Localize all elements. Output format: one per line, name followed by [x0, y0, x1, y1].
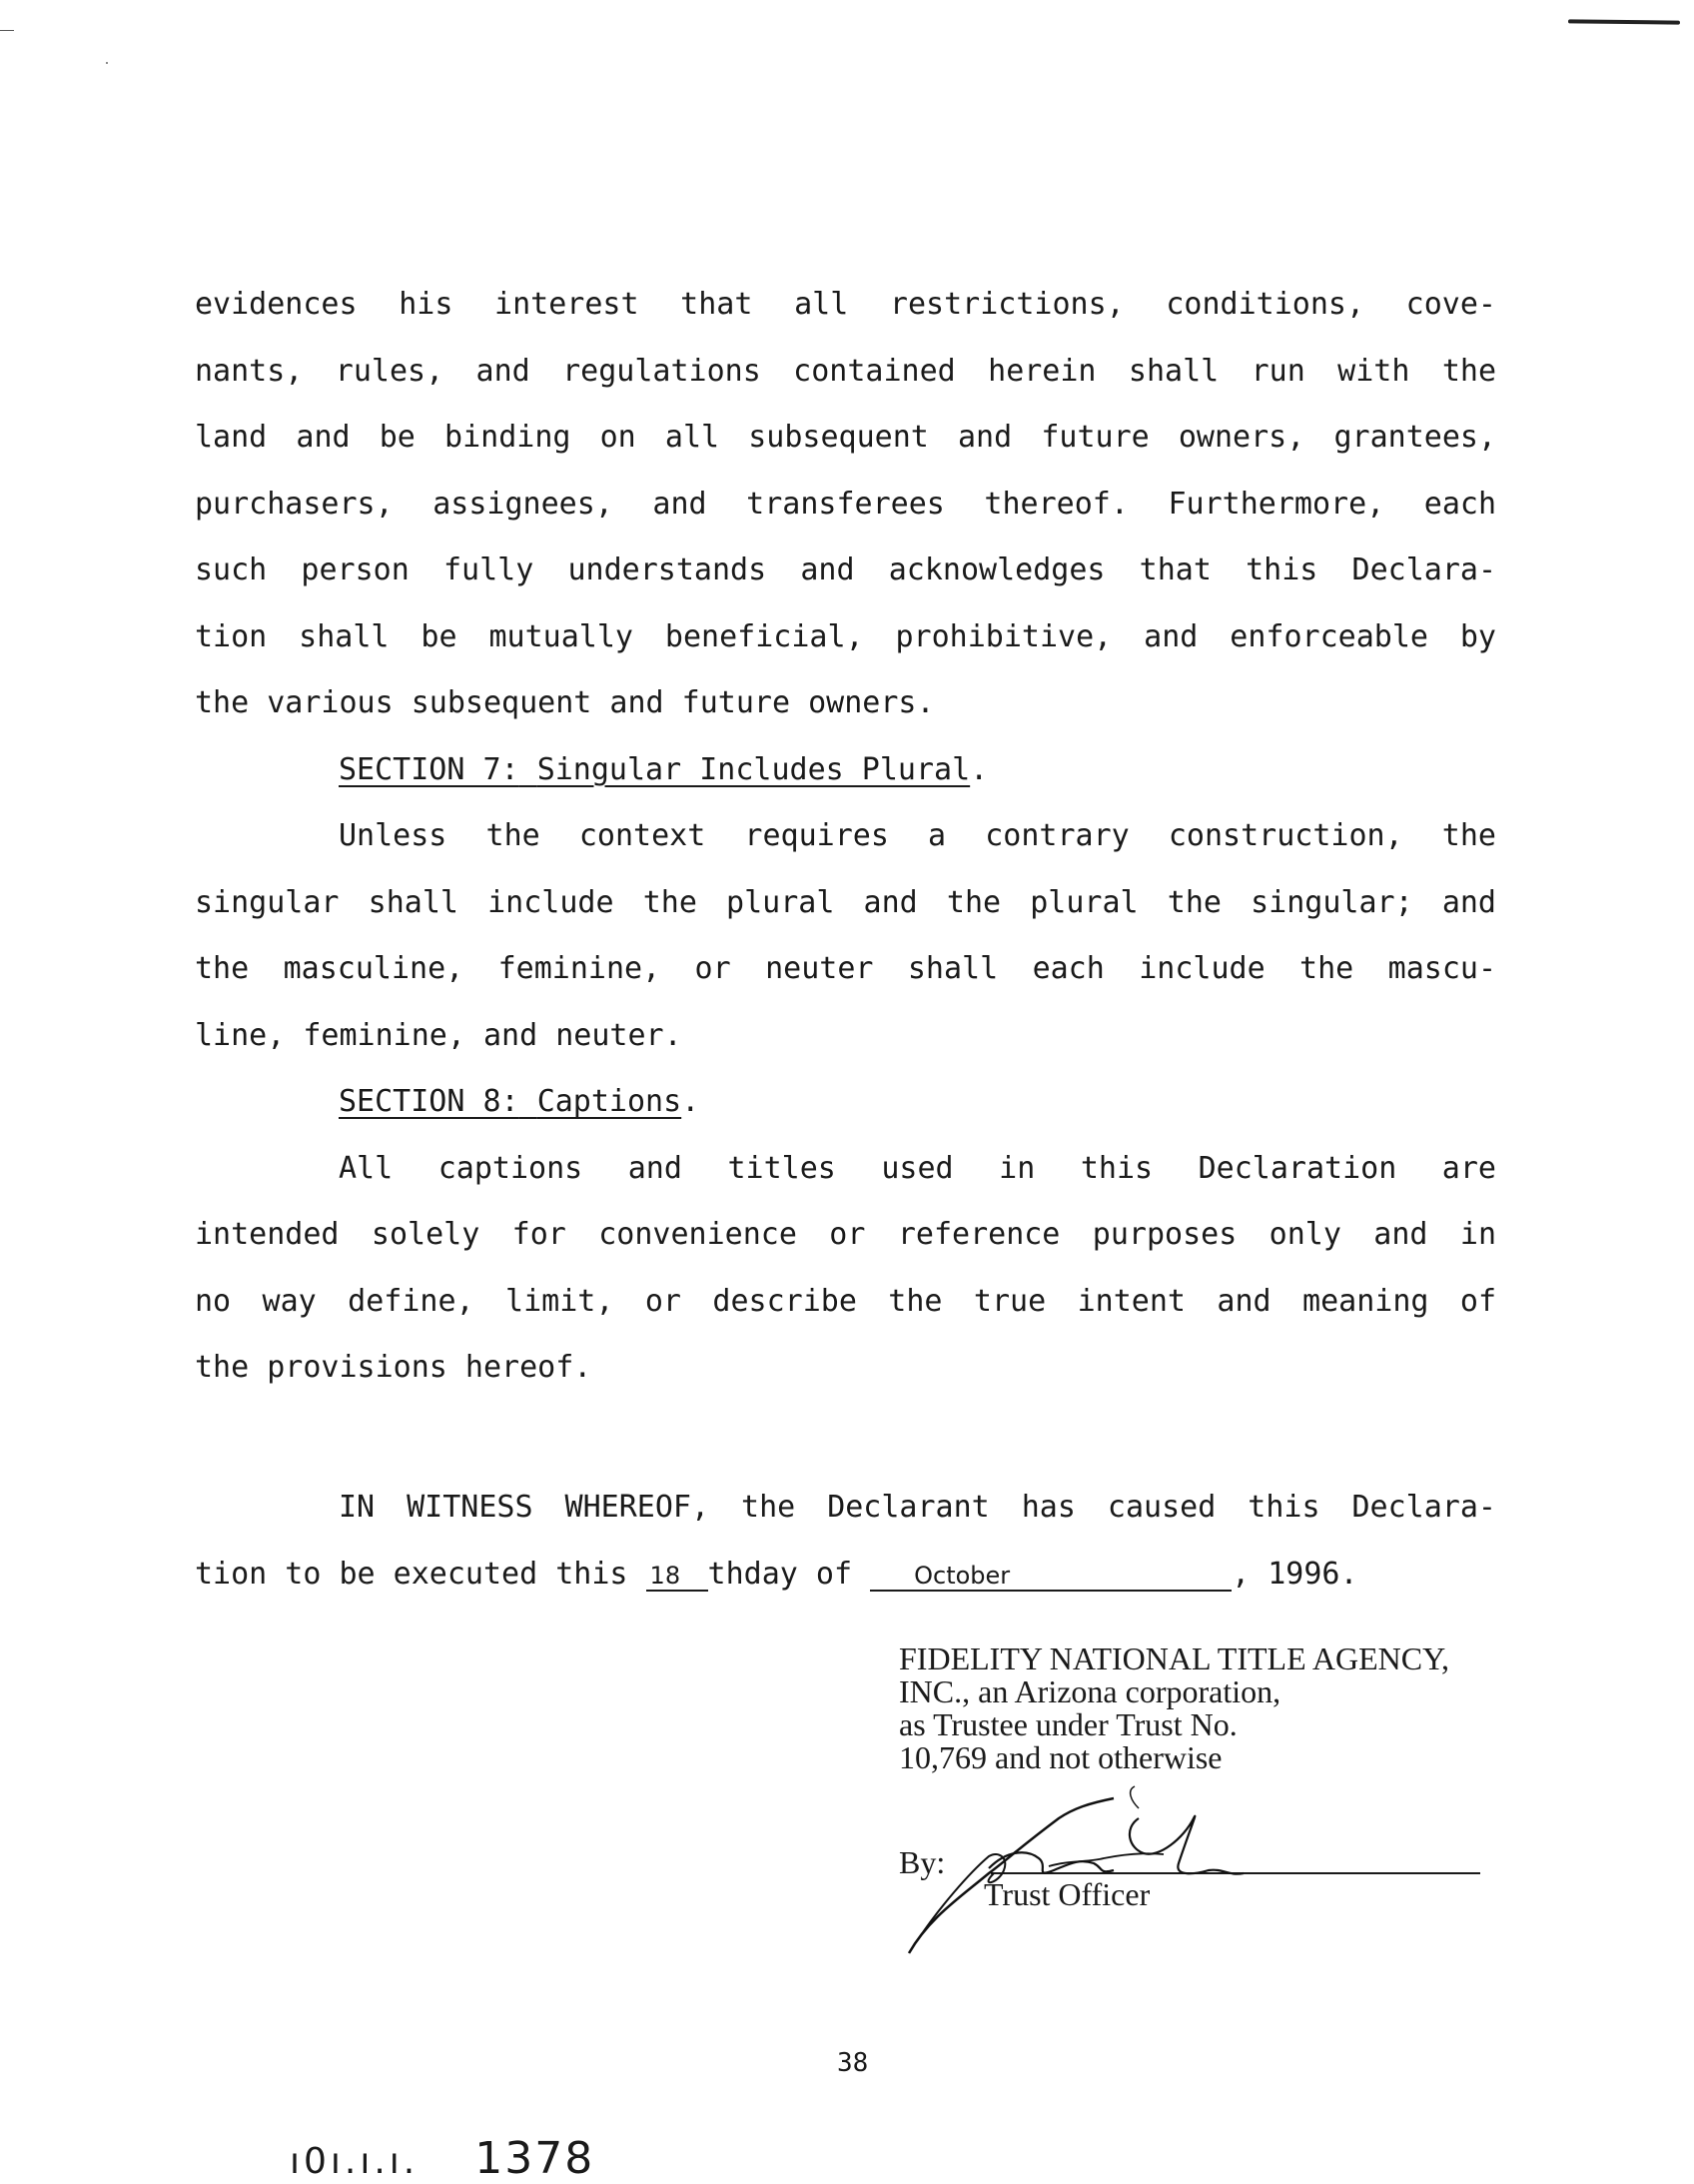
body-line: land and be binding on all subsequent and future owners, grantees,: [195, 420, 1496, 455]
day-field: 18: [646, 1562, 708, 1592]
section-8-title: Captions: [536, 1084, 682, 1119]
body-line: no way define, limit, or describe the true intent and meaning of: [195, 1283, 1496, 1319]
scan-artifact: [0, 30, 14, 31]
body-line: tion shall be mutually beneficial, prohibitive, and enforceable by: [195, 618, 1496, 654]
signatory-line: as Trustee under Trust No.: [899, 1706, 1238, 1742]
by-label: By:: [899, 1844, 946, 1880]
witness-clause: [195, 1475, 1496, 1608]
handwritten-signature: [899, 1778, 1298, 1958]
body-text: [195, 272, 1496, 1402]
stamp-page-number: 1378: [474, 2133, 595, 2184]
body-line: such person fully understands and acknowledges that this Declara-: [195, 552, 1496, 587]
body-line: intended solely for convenience or reference purposes only and in: [195, 1217, 1496, 1252]
signer-title: Trust Officer: [984, 1876, 1151, 1912]
year-text: , 1996.: [1232, 1556, 1358, 1592]
body-line: All captions and titles used in this Declaration are: [339, 1150, 1496, 1186]
scan-artifact: [106, 62, 108, 64]
recording-stamp: [290, 2133, 594, 2184]
signatory-line: 10,769 and not otherwise: [899, 1739, 1223, 1775]
page-number: 38: [837, 2048, 869, 2078]
body-line: the various subsequent and future owners.: [195, 685, 935, 720]
signatory-block: [899, 1642, 1449, 1774]
body-line: evidences his interest that all restrictions, conditions, cove-: [195, 287, 1496, 322]
section-8-heading: SECTION 8: Captions.: [339, 1084, 700, 1119]
body-line: the masculine, feminine, or neuter shall each include the mascu-: [195, 951, 1496, 986]
body-line: Unless the context requires a contrary construction, the: [339, 818, 1496, 853]
stamp-book-number: ı0ı.ı.ı.: [290, 2141, 420, 2182]
witness-line-1: IN WITNESS WHEREOF, the Declarant has caused this Declara-: [339, 1490, 1496, 1525]
body-line: nants, rules, and regulations contained herein shall run with the: [195, 353, 1496, 389]
body-line: the provisions hereof.: [195, 1350, 592, 1385]
scan-artifact: [1568, 19, 1680, 24]
section-7-label: SECTION 7:: [339, 751, 519, 787]
section-7-title: Singular Includes Plural: [536, 751, 971, 787]
month-field: October: [870, 1562, 1232, 1592]
signatory-line: FIDELITY NATIONAL TITLE AGENCY,: [899, 1640, 1450, 1676]
section-8-label: SECTION 8:: [339, 1084, 519, 1119]
witness-line-2: tion to be executed this 18 thday of October , 1996.: [195, 1556, 1358, 1592]
signatory-line: INC., an Arizona corporation,: [899, 1673, 1281, 1709]
body-line: singular shall include the plural and the plural the singular; and: [195, 884, 1496, 920]
body-line: purchasers, assignees, and transferees thereof. Furthermore, each: [195, 486, 1496, 522]
body-line: line, feminine, and neuter.: [195, 1017, 682, 1053]
section-7-heading: SECTION 7: Singular Includes Plural.: [339, 751, 989, 787]
